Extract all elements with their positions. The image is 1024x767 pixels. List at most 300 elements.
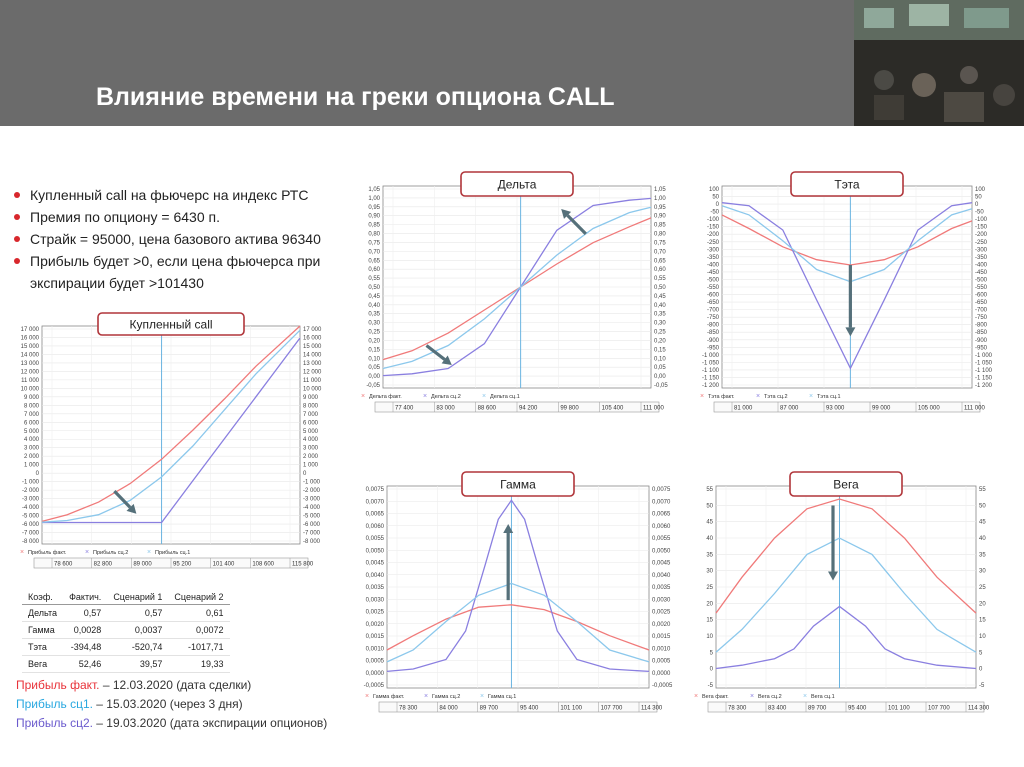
y-tick-label-right: -600 bbox=[975, 292, 988, 299]
legend-marker-icon: × bbox=[423, 393, 428, 400]
y-tick-label-left: -6 000 bbox=[21, 522, 39, 529]
table-cell: Дельта bbox=[22, 605, 63, 622]
y-tick-label-right: 3 000 bbox=[303, 445, 319, 452]
chart-title: Купленный call bbox=[129, 317, 213, 332]
y-tick-label-right: 0,0020 bbox=[652, 621, 671, 628]
y-tick-label-right: 15 000 bbox=[303, 343, 322, 350]
y-tick-label-right: 20 bbox=[979, 601, 986, 608]
legend-label: Вега факт. bbox=[702, 694, 729, 700]
slide-title: Влияние времени на греки опциона CALL bbox=[96, 83, 615, 111]
table-cell: -394,48 bbox=[63, 639, 107, 656]
legend-marker-icon: × bbox=[803, 693, 808, 700]
y-tick-label-right: 0,25 bbox=[654, 329, 666, 336]
legend-marker-icon: × bbox=[85, 549, 90, 556]
x-tick-label: 115 800 bbox=[292, 561, 314, 568]
y-tick-label-right: 0,0050 bbox=[652, 548, 671, 555]
legend-marker-icon: × bbox=[147, 549, 152, 556]
y-tick-label-left: 4 000 bbox=[23, 437, 39, 444]
y-tick-label-left: 0,25 bbox=[368, 329, 380, 336]
y-tick-label-left: 8 000 bbox=[23, 403, 39, 410]
y-tick-label-right: 35 bbox=[979, 552, 986, 559]
y-tick-label-left: 25 bbox=[706, 585, 713, 591]
y-tick-label-right: 5 bbox=[979, 650, 983, 657]
y-tick-label-right: -850 bbox=[975, 330, 988, 337]
note-head: Прибыль факт. bbox=[16, 678, 100, 692]
y-tick-label-left: -800 bbox=[706, 322, 719, 329]
y-tick-label-right: 0,0000 bbox=[652, 670, 671, 677]
y-tick-label-right: 45 bbox=[979, 519, 986, 526]
y-tick-label-right: 12 000 bbox=[303, 369, 322, 376]
y-tick-label-right: -750 bbox=[975, 315, 988, 322]
y-tick-label-left: 17 000 bbox=[20, 327, 39, 333]
y-tick-label-left: 11 000 bbox=[21, 377, 39, 384]
y-tick-label-right: -1 200 bbox=[975, 383, 993, 389]
x-tick-label: 111 000 bbox=[643, 405, 664, 412]
legend-label: Прибыль сц.2 bbox=[93, 550, 129, 556]
y-tick-label-right: -0,05 bbox=[654, 383, 668, 389]
table-cell: 0,0028 bbox=[63, 622, 107, 639]
y-tick-label-right: 10 bbox=[979, 634, 986, 640]
legend-marker-icon: × bbox=[482, 393, 487, 400]
y-tick-label-right: -250 bbox=[975, 239, 988, 246]
y-tick-label-right: 0 bbox=[303, 471, 307, 478]
y-tick-label-left: -850 bbox=[706, 330, 719, 337]
y-tick-label-right: 0,70 bbox=[654, 249, 666, 256]
y-tick-label-left: 0,0015 bbox=[365, 634, 384, 640]
x-tick-label: 107 700 bbox=[928, 705, 950, 712]
y-tick-label-left: -450 bbox=[706, 269, 719, 276]
y-tick-label-left: -1 000 bbox=[701, 352, 719, 359]
x-tick-label: 111 000 bbox=[964, 405, 985, 412]
legend-label: Прибыль сц.1 bbox=[155, 550, 191, 556]
y-tick-label-right: 100 bbox=[975, 187, 986, 193]
y-tick-label-right: 8 000 bbox=[303, 403, 319, 410]
y-tick-label-right: 0,0025 bbox=[652, 609, 671, 616]
table-cell: 0,0072 bbox=[168, 622, 229, 639]
legend-label: Вега сц.2 bbox=[758, 694, 782, 700]
y-tick-label-right: 0,30 bbox=[654, 320, 666, 327]
y-tick-label-left: -250 bbox=[706, 239, 719, 246]
y-tick-label-left: 0,0050 bbox=[365, 548, 384, 555]
x-tick-label: 105 400 bbox=[601, 405, 624, 412]
table-header-cell: Сценарий 1 bbox=[107, 590, 168, 605]
y-tick-label-right: -550 bbox=[975, 285, 988, 291]
legend-marker-icon: × bbox=[694, 693, 699, 700]
y-tick-label-left: -1 050 bbox=[701, 360, 719, 367]
y-tick-label-left: -900 bbox=[706, 337, 719, 344]
y-tick-label-left: -500 bbox=[706, 277, 719, 284]
y-tick-label-left: -300 bbox=[706, 247, 719, 254]
y-tick-label-right: 5 000 bbox=[303, 428, 319, 435]
chart-payoff bbox=[0, 306, 345, 586]
y-tick-label-right: -8 000 bbox=[303, 539, 321, 545]
legend-marker-icon: × bbox=[700, 393, 705, 400]
y-tick-label-right: 25 bbox=[979, 585, 986, 591]
y-tick-label-right: 16 000 bbox=[303, 335, 322, 342]
y-tick-label-right: 0 bbox=[979, 666, 983, 673]
table-row bbox=[22, 622, 230, 639]
bullet-dot-icon bbox=[14, 214, 20, 220]
y-tick-label-left: 0,65 bbox=[368, 258, 380, 265]
y-tick-label-left: 0,85 bbox=[368, 222, 380, 229]
bullet-text: экспирации будет >101430 bbox=[30, 275, 204, 291]
y-tick-label-left: -5 000 bbox=[21, 513, 39, 520]
x-tick-label: 87 000 bbox=[780, 405, 799, 412]
y-tick-label-right: -1 050 bbox=[975, 360, 993, 367]
y-tick-label-left: 0,95 bbox=[368, 204, 380, 211]
y-tick-label-right: -700 bbox=[975, 307, 988, 314]
y-tick-label-right: -2 000 bbox=[303, 488, 321, 495]
legend-marker-icon: × bbox=[480, 693, 485, 700]
y-tick-label-right: -4 000 bbox=[303, 505, 321, 512]
table-cell: Тэта bbox=[22, 639, 63, 656]
y-tick-label-left: -2 000 bbox=[21, 488, 39, 495]
y-tick-label-right: -50 bbox=[975, 209, 984, 216]
table-row bbox=[22, 656, 230, 673]
bullet-list bbox=[14, 184, 321, 294]
legend-marker-icon: × bbox=[750, 693, 755, 700]
y-tick-label-right: 0,0035 bbox=[652, 585, 671, 591]
chart-title: Вега bbox=[833, 477, 859, 492]
bullet-dot-icon bbox=[14, 258, 20, 264]
chart-vega bbox=[690, 462, 1024, 717]
x-tick-label: 81 000 bbox=[734, 405, 753, 412]
y-tick-label-right: 0,0070 bbox=[652, 499, 671, 506]
y-tick-label-right: 0,90 bbox=[654, 213, 666, 220]
y-tick-label-right: 13 000 bbox=[303, 360, 322, 367]
chart-title: Гамма bbox=[500, 477, 536, 492]
legend-marker-icon: × bbox=[365, 693, 370, 700]
y-tick-label-left: 0,0075 bbox=[365, 487, 384, 493]
photo-image bbox=[854, 0, 1024, 126]
y-tick-label-left: -150 bbox=[706, 224, 719, 231]
x-tick-label: 78 300 bbox=[399, 705, 418, 712]
y-tick-label-left: -1 150 bbox=[701, 375, 719, 382]
y-tick-label-right: -1 000 bbox=[975, 352, 993, 359]
y-tick-label-right: -7 000 bbox=[303, 530, 321, 537]
y-tick-label-right: -5 bbox=[979, 683, 985, 689]
legend-notes bbox=[16, 676, 327, 733]
y-tick-label-right: -500 bbox=[975, 277, 988, 284]
y-tick-label-left: 0,0020 bbox=[365, 621, 384, 628]
y-tick-label-right: -450 bbox=[975, 269, 988, 276]
y-tick-label-left: 40 bbox=[706, 536, 713, 542]
x-tick-label: 95 400 bbox=[848, 705, 867, 712]
x-tick-label: 94 200 bbox=[519, 405, 538, 412]
x-tick-label: 114 300 bbox=[641, 705, 663, 712]
y-tick-label-right: 0,60 bbox=[654, 267, 666, 274]
y-tick-label-right: 0,0005 bbox=[652, 658, 671, 665]
chart-title: Дельта bbox=[497, 177, 537, 192]
y-tick-label-left: 5 bbox=[709, 650, 713, 657]
y-tick-label-right: 0,0075 bbox=[652, 487, 671, 493]
y-tick-label-right: -150 bbox=[975, 224, 988, 231]
y-tick-label-left: 15 000 bbox=[20, 343, 39, 350]
y-tick-label-right: -950 bbox=[975, 345, 988, 352]
bullet-continuation bbox=[14, 272, 321, 294]
y-tick-label-left: -600 bbox=[706, 292, 719, 299]
y-tick-label-left: 55 bbox=[706, 487, 713, 493]
y-tick-label-right: 9 000 bbox=[303, 394, 319, 401]
y-tick-label-left: -350 bbox=[706, 254, 719, 261]
x-tick-label: 83 000 bbox=[436, 405, 455, 412]
chart-theta bbox=[690, 160, 1024, 422]
y-tick-label-right: 6 000 bbox=[303, 420, 319, 427]
y-tick-label-left: -200 bbox=[706, 232, 719, 239]
y-tick-label-left: 30 bbox=[706, 568, 713, 575]
bullet-item bbox=[14, 250, 321, 272]
y-tick-label-right: -3 000 bbox=[303, 496, 321, 503]
y-tick-label-left: -5 bbox=[707, 683, 713, 689]
y-tick-label-left: 0,0005 bbox=[365, 658, 384, 665]
table-row bbox=[22, 639, 230, 656]
y-tick-label-left: 0,35 bbox=[368, 311, 380, 318]
y-tick-label-right: 1,05 bbox=[654, 187, 666, 193]
x-tick-label: 78 600 bbox=[54, 561, 73, 568]
y-tick-label-right: 0,80 bbox=[654, 231, 666, 238]
y-tick-label-right: -1 150 bbox=[975, 375, 993, 382]
y-tick-label-right: 14 000 bbox=[303, 352, 322, 359]
y-tick-label-left: 20 bbox=[706, 601, 713, 608]
y-tick-label-right: 0,0010 bbox=[652, 646, 671, 653]
y-tick-label-right: 2 000 bbox=[303, 454, 319, 461]
y-tick-label-left: 35 bbox=[706, 552, 713, 559]
y-tick-label-left: 0,0070 bbox=[365, 499, 384, 506]
y-tick-label-left: 0 bbox=[715, 202, 719, 209]
y-tick-label-right: 0,0055 bbox=[652, 536, 671, 542]
y-tick-label-right: 0,45 bbox=[654, 293, 666, 300]
y-tick-label-left: 9 000 bbox=[23, 394, 39, 401]
y-tick-label-left: 0,0040 bbox=[365, 572, 384, 579]
y-tick-label-left: 0,40 bbox=[368, 302, 380, 309]
table-cell: 52,46 bbox=[63, 656, 107, 673]
y-tick-label-right: -6 000 bbox=[303, 522, 321, 529]
x-tick-label: 105 000 bbox=[918, 405, 940, 412]
table-cell: 0,0037 bbox=[107, 622, 168, 639]
y-tick-label-left: 15 bbox=[706, 617, 713, 624]
note-head: Прибыль сц1. bbox=[16, 697, 93, 711]
x-tick-label: 99 800 bbox=[560, 405, 579, 412]
y-tick-label-right: 0,35 bbox=[654, 311, 666, 318]
x-tick-label: 89 700 bbox=[808, 705, 827, 712]
y-tick-label-left: 16 000 bbox=[20, 335, 39, 342]
y-tick-label-left: -550 bbox=[706, 285, 719, 291]
y-tick-label-right: 1 000 bbox=[303, 462, 319, 469]
chart-gamma bbox=[355, 462, 685, 717]
legend-label: Дельта сц.1 bbox=[490, 394, 520, 400]
y-tick-label-left: 0,10 bbox=[368, 356, 380, 363]
table-cell: Гамма bbox=[22, 622, 63, 639]
y-tick-label-left: 0,60 bbox=[368, 267, 380, 274]
y-tick-label-left: -100 bbox=[706, 217, 719, 224]
x-tick-label: 77 400 bbox=[395, 405, 414, 412]
y-tick-label-left: 2 000 bbox=[23, 454, 39, 461]
y-tick-label-left: 6 000 bbox=[23, 420, 39, 427]
y-tick-label-left: 0,45 bbox=[368, 293, 380, 300]
y-tick-label-left: 14 000 bbox=[20, 352, 39, 359]
y-tick-label-left: -0,0005 bbox=[363, 683, 384, 689]
bullet-text: Премия по опциону = 6430 п. bbox=[30, 209, 220, 225]
table-cell: 39,57 bbox=[107, 656, 168, 673]
y-tick-label-right: 50 bbox=[979, 503, 986, 510]
y-tick-label-left: -0,05 bbox=[366, 383, 380, 389]
x-tick-label: 101 100 bbox=[888, 705, 910, 712]
y-tick-label-left: 0,0045 bbox=[365, 560, 384, 567]
y-tick-label-left: 0,55 bbox=[368, 276, 380, 283]
y-tick-label-right: 0,40 bbox=[654, 302, 666, 309]
y-tick-label-left: 1,00 bbox=[368, 195, 380, 202]
y-tick-label-right: 7 000 bbox=[303, 411, 319, 418]
y-tick-label-left: 12 000 bbox=[20, 369, 39, 376]
y-tick-label-right: 0,0060 bbox=[652, 523, 671, 530]
note-line bbox=[16, 714, 327, 733]
table-row bbox=[22, 605, 230, 622]
x-tick-label: 99 000 bbox=[872, 405, 891, 412]
y-tick-label-right: -350 bbox=[975, 254, 988, 261]
x-tick-label: 89 000 bbox=[133, 561, 152, 568]
y-tick-label-right: -900 bbox=[975, 337, 988, 344]
x-axis-bar bbox=[714, 402, 980, 412]
legend-marker-icon: × bbox=[361, 393, 366, 400]
y-tick-label-right: 1,00 bbox=[654, 195, 666, 202]
table-cell: -520,74 bbox=[107, 639, 168, 656]
legend-label: Гамма факт. bbox=[373, 694, 405, 700]
y-tick-label-left: 5 000 bbox=[23, 428, 39, 435]
y-tick-label-right: 50 bbox=[975, 194, 982, 201]
y-tick-label-left: 50 bbox=[712, 194, 719, 201]
y-tick-label-left: -950 bbox=[706, 345, 719, 352]
legend-label: Дельта факт. bbox=[369, 394, 402, 400]
table-cell: 19,33 bbox=[168, 656, 229, 673]
y-tick-label-left: 0,80 bbox=[368, 231, 380, 238]
x-tick-label: 101 400 bbox=[212, 561, 235, 568]
note-tail: – 12.03.2020 (дата сделки) bbox=[99, 678, 252, 692]
table-cell: 0,57 bbox=[63, 605, 107, 622]
legend-marker-icon: × bbox=[756, 393, 761, 400]
legend-label: Дельта сц.2 bbox=[431, 394, 461, 400]
y-tick-label-right: -650 bbox=[975, 300, 988, 307]
y-tick-label-left: 0,30 bbox=[368, 320, 380, 327]
x-tick-label: 82 800 bbox=[93, 561, 113, 568]
y-tick-label-left: 0,50 bbox=[368, 285, 380, 291]
y-tick-label-left: 0,00 bbox=[368, 374, 380, 381]
y-tick-label-left: -1 200 bbox=[701, 383, 719, 389]
y-tick-label-right: 0,55 bbox=[654, 276, 666, 283]
y-tick-label-right: -100 bbox=[975, 217, 988, 224]
legend-label: Гамма сц.1 bbox=[488, 694, 517, 700]
legend-label: Гамма сц.2 bbox=[432, 694, 461, 700]
table-cell: Вега bbox=[22, 656, 63, 673]
y-tick-label-right: -400 bbox=[975, 262, 988, 269]
y-tick-label-left: 1 000 bbox=[23, 462, 39, 469]
y-tick-label-left: 45 bbox=[706, 519, 713, 526]
y-tick-label-left: 13 000 bbox=[20, 360, 39, 367]
y-tick-label-right: 0,0045 bbox=[652, 560, 671, 567]
table-cell: -1017,71 bbox=[168, 639, 229, 656]
y-tick-label-left: 1,05 bbox=[368, 187, 380, 193]
legend-label: Прибыль факт. bbox=[28, 550, 67, 556]
x-tick-label: 101 100 bbox=[560, 705, 583, 712]
bullet-text: Страйк = 95000, цена базового актива 96340 bbox=[30, 231, 321, 247]
y-tick-label-left: 0,90 bbox=[368, 213, 380, 220]
y-tick-label-right: 0,0030 bbox=[652, 597, 671, 604]
legend-marker-icon: × bbox=[424, 693, 429, 700]
y-tick-label-left: 0,20 bbox=[368, 338, 380, 345]
x-tick-label: 108 600 bbox=[252, 561, 275, 568]
y-tick-label-left: 0,70 bbox=[368, 249, 380, 256]
y-tick-label-left: 7 000 bbox=[23, 411, 39, 418]
y-tick-label-right: 0,85 bbox=[654, 222, 666, 229]
legend-label: Тэта факт. bbox=[708, 394, 735, 400]
y-tick-label-left: -3 000 bbox=[21, 496, 39, 503]
x-tick-label: 107 700 bbox=[600, 705, 623, 712]
y-tick-label-left: 0,0025 bbox=[365, 609, 384, 616]
y-tick-label-right: -1 000 bbox=[303, 479, 321, 486]
note-head: Прибыль сц2. bbox=[16, 716, 93, 730]
bullet-dot-icon bbox=[14, 192, 20, 198]
y-tick-label-right: -200 bbox=[975, 232, 988, 239]
note-tail: – 19.03.2020 (дата экспирации опционов) bbox=[92, 716, 328, 730]
legend-label: Вега сц.1 bbox=[811, 694, 835, 700]
y-tick-label-left: -4 000 bbox=[21, 505, 39, 512]
y-tick-label-left: 0,0035 bbox=[365, 585, 384, 591]
y-tick-label-left: 0,15 bbox=[368, 347, 380, 354]
table-header-cell: Коэф. bbox=[22, 590, 63, 605]
y-tick-label-left: 0,05 bbox=[368, 365, 380, 372]
bullet-text: Прибыль будет >0, если цена фьючерса при bbox=[30, 253, 321, 269]
note-tail: – 15.03.2020 (через 3 дня) bbox=[92, 697, 243, 711]
y-tick-label-right: 0,0040 bbox=[652, 572, 671, 579]
table-header-cell: Сценарий 2 bbox=[168, 590, 229, 605]
y-tick-label-left: -50 bbox=[710, 209, 719, 216]
y-tick-label-left: -750 bbox=[706, 315, 719, 322]
y-tick-label-left: -1 000 bbox=[21, 479, 39, 486]
note-line bbox=[16, 695, 327, 714]
trading-floor-photo bbox=[854, 0, 1024, 126]
x-tick-label: 88 600 bbox=[477, 405, 497, 412]
note-line bbox=[16, 676, 327, 695]
y-tick-label-right: -300 bbox=[975, 247, 988, 254]
y-tick-label-right: 0,0015 bbox=[652, 634, 671, 640]
y-tick-label-right: 17 000 bbox=[303, 327, 322, 333]
legend-label: Тэта сц.2 bbox=[764, 394, 788, 400]
y-tick-label-right: 0,20 bbox=[654, 338, 666, 345]
y-tick-label-left: 3 000 bbox=[23, 445, 39, 452]
y-tick-label-left: 0 bbox=[709, 666, 713, 673]
y-tick-label-right: 0,05 bbox=[654, 365, 666, 372]
table-header-cell: Фактич. bbox=[63, 590, 107, 605]
y-tick-label-left: 10 000 bbox=[20, 386, 39, 393]
y-tick-label-left: 0,0055 bbox=[365, 536, 384, 542]
y-tick-label-right: 11 000 bbox=[303, 377, 321, 384]
bullet-item bbox=[14, 184, 321, 206]
y-tick-label-left: -400 bbox=[706, 262, 719, 269]
y-tick-label-right: 0,0065 bbox=[652, 511, 671, 518]
y-tick-label-left: -650 bbox=[706, 300, 719, 307]
y-tick-label-left: -8 000 bbox=[21, 539, 39, 545]
bullet-text: Купленный call на фьючерс на индекс РТС bbox=[30, 187, 309, 203]
table-cell: 0,61 bbox=[168, 605, 229, 622]
y-tick-label-right: 0,75 bbox=[654, 240, 666, 247]
chart-delta bbox=[355, 160, 685, 422]
y-tick-label-left: 0,0030 bbox=[365, 597, 384, 604]
x-tick-label: 95 400 bbox=[520, 705, 539, 712]
y-tick-label-left: 10 bbox=[706, 634, 713, 640]
bullet-item bbox=[14, 228, 321, 250]
y-tick-label-right: 0 bbox=[975, 202, 979, 209]
y-tick-label-left: 0 bbox=[35, 471, 39, 478]
y-tick-label-right: 4 000 bbox=[303, 437, 319, 444]
